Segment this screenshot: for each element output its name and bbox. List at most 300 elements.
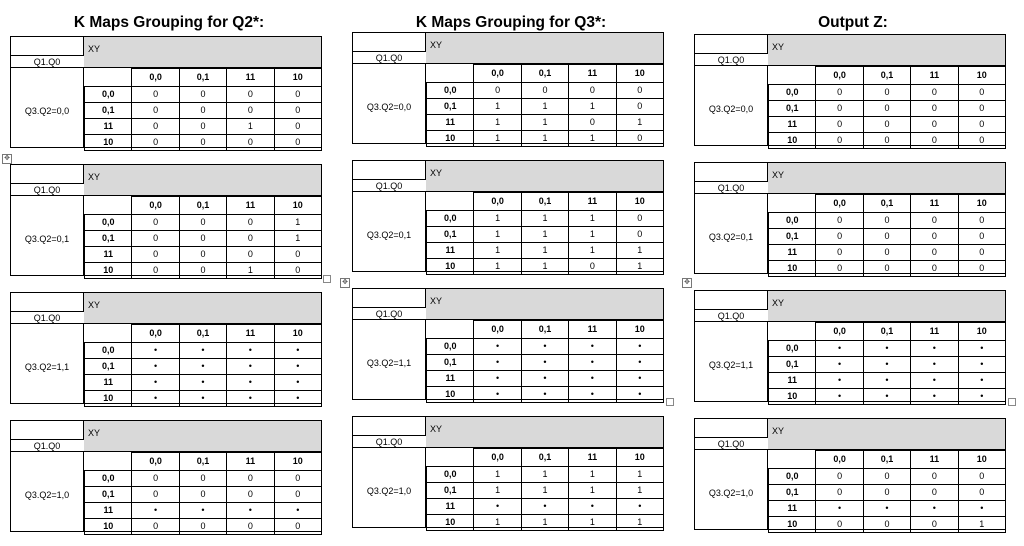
column-header: 10 xyxy=(616,193,663,211)
table-cell: • xyxy=(274,375,321,391)
table-cell: 0 xyxy=(816,261,863,277)
table-cell: 0 xyxy=(179,135,226,151)
table-cell: 0 xyxy=(132,87,179,103)
table-cell: • xyxy=(521,371,568,387)
table-cell: 1 xyxy=(274,215,321,231)
resize-icon[interactable] xyxy=(1008,398,1016,406)
table-cell: 1 xyxy=(958,517,1005,533)
column-header: 10 xyxy=(616,321,663,339)
row-header: 11 xyxy=(769,245,816,261)
row-header: 0,0 xyxy=(427,211,474,227)
table-border xyxy=(10,164,322,276)
table-cell: 0 xyxy=(179,519,226,535)
column-header: 0,0 xyxy=(132,325,179,343)
table-cell: 1 xyxy=(521,131,568,147)
row-header: 11 xyxy=(85,503,132,519)
kmap-table xyxy=(10,36,322,148)
row-header: 11 xyxy=(427,371,474,387)
table-cell: • xyxy=(863,373,910,389)
table-cell: 0 xyxy=(616,131,663,147)
column-header: 11 xyxy=(227,325,274,343)
table-cell: 1 xyxy=(569,483,616,499)
table-cell: 0 xyxy=(958,213,1005,229)
row-header: 11 xyxy=(85,247,132,263)
row-header: 11 xyxy=(427,115,474,131)
row-header: 0,1 xyxy=(769,485,816,501)
table-cell: • xyxy=(958,357,1005,373)
column-header: 0,1 xyxy=(863,67,910,85)
table-cell: 0 xyxy=(227,247,274,263)
table-cell: 0 xyxy=(227,215,274,231)
table-cell: • xyxy=(616,355,663,371)
table-cell: 0 xyxy=(958,261,1005,277)
row-header: 10 xyxy=(427,259,474,275)
table-cell: • xyxy=(616,387,663,403)
table-cell: 0 xyxy=(958,245,1005,261)
table-cell: 0 xyxy=(132,471,179,487)
column-header: 0,1 xyxy=(179,69,226,87)
column-header: 11 xyxy=(227,197,274,215)
table-cell: • xyxy=(911,389,958,405)
move-icon[interactable]: ✥ xyxy=(340,278,350,288)
table-cell: 0 xyxy=(227,103,274,119)
row-group-label: Q3.Q2=1,1 xyxy=(366,358,412,368)
table-cell: 1 xyxy=(227,263,274,279)
q1q0-label: Q1.Q0 xyxy=(10,184,84,196)
row-group-label: Q3.Q2=0,0 xyxy=(708,104,754,114)
column-header: 11 xyxy=(227,453,274,471)
table-cell: 0 xyxy=(132,263,179,279)
row-group-label: Q3.Q2=1,0 xyxy=(708,488,754,498)
table-cell: 1 xyxy=(474,259,521,275)
row-header: 10 xyxy=(769,389,816,405)
resize-icon[interactable] xyxy=(323,275,331,283)
row-header: 10 xyxy=(769,133,816,149)
row-header: 0,0 xyxy=(769,469,816,485)
table-cell: 1 xyxy=(569,243,616,259)
table-cell: 0 xyxy=(958,117,1005,133)
table-cell: 0 xyxy=(227,487,274,503)
column-header: 0,0 xyxy=(816,451,863,469)
row-header: 0,1 xyxy=(769,357,816,373)
table-cell: 0 xyxy=(179,87,226,103)
xy-label: XY xyxy=(772,42,785,52)
table-cell: 0 xyxy=(132,215,179,231)
table-cell: 0 xyxy=(816,133,863,149)
row-header: 11 xyxy=(85,375,132,391)
table-cell: 0 xyxy=(958,485,1005,501)
table-cell: • xyxy=(958,501,1005,517)
column-title: K Maps Grouping for Q2*: xyxy=(73,14,265,31)
table-cell: 0 xyxy=(616,99,663,115)
row-header: 11 xyxy=(769,373,816,389)
table-cell: 0 xyxy=(958,101,1005,117)
table-cell: 0 xyxy=(179,487,226,503)
row-header: 10 xyxy=(769,261,816,277)
column-header: 10 xyxy=(274,197,321,215)
xy-label: XY xyxy=(772,298,785,308)
table-cell: • xyxy=(863,389,910,405)
table-cell: 0 xyxy=(132,487,179,503)
row-header: 10 xyxy=(85,391,132,407)
xy-label: XY xyxy=(88,300,101,310)
table-cell: • xyxy=(274,343,321,359)
q1q0-label: Q1.Q0 xyxy=(694,54,768,66)
xy-label: XY xyxy=(88,44,101,54)
table-border xyxy=(694,290,1006,402)
column-header: 11 xyxy=(569,321,616,339)
table-cell: 0 xyxy=(569,259,616,275)
table-cell: 1 xyxy=(569,99,616,115)
table-cell: 0 xyxy=(274,247,321,263)
table-cell: 0 xyxy=(863,485,910,501)
q1q0-label: Q1.Q0 xyxy=(694,310,768,322)
xy-label: XY xyxy=(430,424,443,434)
table-cell: 1 xyxy=(274,231,321,247)
table-cell: • xyxy=(569,371,616,387)
row-header: 10 xyxy=(85,135,132,151)
table-cell: • xyxy=(474,387,521,403)
column-header: 0,0 xyxy=(132,453,179,471)
table-cell: • xyxy=(569,339,616,355)
resize-icon[interactable] xyxy=(666,398,674,406)
table-cell: • xyxy=(521,355,568,371)
table-cell: 0 xyxy=(911,85,958,101)
column-header: 0,1 xyxy=(863,323,910,341)
table-cell: 0 xyxy=(911,213,958,229)
kmap-table xyxy=(352,416,664,528)
table-cell: 0 xyxy=(179,247,226,263)
table-cell: • xyxy=(132,375,179,391)
table-cell: • xyxy=(274,391,321,407)
table-cell: 0 xyxy=(863,117,910,133)
table-cell: 1 xyxy=(474,211,521,227)
row-header: 0,1 xyxy=(85,103,132,119)
row-header: 0,0 xyxy=(769,213,816,229)
q1q0-label: Q1.Q0 xyxy=(694,182,768,194)
table-cell: 0 xyxy=(616,211,663,227)
table-cell: 0 xyxy=(179,231,226,247)
column-header: 11 xyxy=(911,323,958,341)
column-header: 10 xyxy=(958,195,1005,213)
table-cell: 0 xyxy=(274,519,321,535)
table-cell: 1 xyxy=(521,227,568,243)
column-header: 0,0 xyxy=(816,67,863,85)
table-cell: 1 xyxy=(616,243,663,259)
row-header: 10 xyxy=(427,515,474,531)
kmap-table xyxy=(694,162,1006,274)
column-header: 0,1 xyxy=(179,325,226,343)
table-cell: 0 xyxy=(958,469,1005,485)
column-header: 0,0 xyxy=(474,321,521,339)
table-cell: 1 xyxy=(521,115,568,131)
table-cell: 1 xyxy=(616,259,663,275)
table-cell: 1 xyxy=(474,115,521,131)
column-header: 11 xyxy=(569,65,616,83)
table-cell: 0 xyxy=(569,83,616,99)
table-cell: • xyxy=(569,387,616,403)
xy-label: XY xyxy=(772,426,785,436)
table-cell: 0 xyxy=(816,245,863,261)
table-cell: • xyxy=(616,339,663,355)
column-header: 0,0 xyxy=(132,197,179,215)
table-border xyxy=(352,416,664,528)
table-cell: 0 xyxy=(863,133,910,149)
column-header: 0,0 xyxy=(816,323,863,341)
row-header: 0,0 xyxy=(427,467,474,483)
table-cell: 0 xyxy=(132,135,179,151)
table-cell: 0 xyxy=(911,133,958,149)
row-header: 0,1 xyxy=(85,231,132,247)
column-header: 10 xyxy=(958,67,1005,85)
xy-label: XY xyxy=(430,296,443,306)
q1q0-label: Q1.Q0 xyxy=(352,436,426,448)
column-header: 0,1 xyxy=(179,453,226,471)
table-cell: 0 xyxy=(911,117,958,133)
table-cell: • xyxy=(616,371,663,387)
row-header: 0,1 xyxy=(427,99,474,115)
table-cell: 0 xyxy=(958,85,1005,101)
table-cell: • xyxy=(132,343,179,359)
column-header: 0,0 xyxy=(816,195,863,213)
move-icon[interactable]: ✥ xyxy=(682,278,692,288)
row-group-label: Q3.Q2=0,1 xyxy=(24,234,70,244)
table-cell: 0 xyxy=(132,519,179,535)
table-cell: 0 xyxy=(274,487,321,503)
row-header: 10 xyxy=(427,387,474,403)
row-header: 10 xyxy=(85,263,132,279)
table-cell: 0 xyxy=(958,133,1005,149)
table-cell: 0 xyxy=(274,103,321,119)
table-cell: 1 xyxy=(521,99,568,115)
table-cell: 1 xyxy=(616,483,663,499)
table-cell: • xyxy=(816,373,863,389)
xy-label: XY xyxy=(88,428,101,438)
xy-label: XY xyxy=(430,168,443,178)
table-cell: • xyxy=(816,341,863,357)
table-cell: 0 xyxy=(474,83,521,99)
table-cell: 0 xyxy=(179,263,226,279)
table-cell: 0 xyxy=(179,215,226,231)
row-group-label: Q3.Q2=1,1 xyxy=(708,360,754,370)
row-header: 0,0 xyxy=(85,215,132,231)
table-cell: 0 xyxy=(227,135,274,151)
table-cell: 0 xyxy=(816,117,863,133)
column-header: 11 xyxy=(911,67,958,85)
table-cell: • xyxy=(958,389,1005,405)
table-cell: • xyxy=(227,375,274,391)
column-header: 10 xyxy=(274,69,321,87)
table-cell: 0 xyxy=(227,231,274,247)
table-cell: 0 xyxy=(863,85,910,101)
table-cell: 0 xyxy=(274,471,321,487)
column-header: 0,1 xyxy=(179,197,226,215)
table-cell: 0 xyxy=(863,517,910,533)
q1q0-label: Q1.Q0 xyxy=(694,438,768,450)
table-cell: 0 xyxy=(274,87,321,103)
table-cell: • xyxy=(132,503,179,519)
table-cell: 0 xyxy=(521,83,568,99)
xy-label: XY xyxy=(88,172,101,182)
table-cell: • xyxy=(616,499,663,515)
row-header: 10 xyxy=(769,517,816,533)
table-cell: 0 xyxy=(274,263,321,279)
table-cell: 0 xyxy=(863,469,910,485)
table-cell: 1 xyxy=(616,115,663,131)
table-cell: 1 xyxy=(474,515,521,531)
column-header: 0,1 xyxy=(521,449,568,467)
row-group-label: Q3.Q2=1,1 xyxy=(24,362,70,372)
table-cell: • xyxy=(569,499,616,515)
row-group-label: Q3.Q2=0,1 xyxy=(366,230,412,240)
table-cell: • xyxy=(911,357,958,373)
column-title: Output Z: xyxy=(818,14,888,31)
column-header: 11 xyxy=(227,69,274,87)
table-cell: 0 xyxy=(132,247,179,263)
q1q0-label: Q1.Q0 xyxy=(352,308,426,320)
column-header: 10 xyxy=(958,323,1005,341)
table-cell: 0 xyxy=(227,471,274,487)
row-header: 0,1 xyxy=(85,359,132,375)
kmap-table xyxy=(352,288,664,400)
q1q0-label: Q1.Q0 xyxy=(10,440,84,452)
row-header: 11 xyxy=(769,117,816,133)
table-cell: • xyxy=(863,341,910,357)
table-cell: 0 xyxy=(179,119,226,135)
table-cell: 0 xyxy=(863,213,910,229)
table-cell: 0 xyxy=(816,485,863,501)
table-cell: 1 xyxy=(569,467,616,483)
table-border xyxy=(694,34,1006,146)
table-cell: 1 xyxy=(569,515,616,531)
row-header: 0,0 xyxy=(769,85,816,101)
table-cell: 0 xyxy=(132,103,179,119)
table-cell: 1 xyxy=(227,119,274,135)
table-cell: • xyxy=(474,339,521,355)
table-border xyxy=(352,160,664,272)
row-group-label: Q3.Q2=1,0 xyxy=(366,486,412,496)
table-cell: • xyxy=(911,501,958,517)
table-cell: • xyxy=(521,387,568,403)
table-cell: 1 xyxy=(569,131,616,147)
table-border xyxy=(10,292,322,404)
kmap-table xyxy=(694,34,1006,146)
column-header: 0,0 xyxy=(132,69,179,87)
table-cell: 0 xyxy=(863,261,910,277)
row-header: 11 xyxy=(85,119,132,135)
table-cell: 0 xyxy=(816,85,863,101)
row-header: 10 xyxy=(427,131,474,147)
table-cell: 0 xyxy=(958,229,1005,245)
table-cell: 0 xyxy=(816,101,863,117)
table-cell: • xyxy=(911,341,958,357)
column-header: 11 xyxy=(569,449,616,467)
table-cell: 1 xyxy=(521,483,568,499)
table-cell: • xyxy=(863,501,910,517)
table-cell: • xyxy=(227,343,274,359)
table-cell: 1 xyxy=(521,259,568,275)
move-icon[interactable]: ✥ xyxy=(2,154,12,164)
table-cell: 0 xyxy=(863,101,910,117)
table-cell: • xyxy=(132,391,179,407)
table-cell: • xyxy=(179,343,226,359)
table-cell: 1 xyxy=(474,131,521,147)
table-cell: • xyxy=(474,355,521,371)
column-header: 10 xyxy=(274,453,321,471)
xy-label: XY xyxy=(772,170,785,180)
table-cell: • xyxy=(179,359,226,375)
table-cell: • xyxy=(474,371,521,387)
row-header: 0,0 xyxy=(85,343,132,359)
row-header: 0,0 xyxy=(427,339,474,355)
column-header: 11 xyxy=(569,193,616,211)
row-header: 11 xyxy=(769,501,816,517)
table-cell: 1 xyxy=(474,227,521,243)
column-header: 0,1 xyxy=(863,451,910,469)
table-cell: 0 xyxy=(863,245,910,261)
table-cell: • xyxy=(958,341,1005,357)
table-border xyxy=(694,418,1006,530)
table-cell: 0 xyxy=(863,229,910,245)
row-header: 11 xyxy=(427,499,474,515)
table-cell: 1 xyxy=(474,243,521,259)
table-cell: 1 xyxy=(474,467,521,483)
table-cell: • xyxy=(179,503,226,519)
table-cell: • xyxy=(227,359,274,375)
table-cell: • xyxy=(474,499,521,515)
column-header: 0,1 xyxy=(521,193,568,211)
row-header: 11 xyxy=(427,243,474,259)
kmap-table xyxy=(694,418,1006,530)
row-header: 0,0 xyxy=(85,471,132,487)
column-header: 10 xyxy=(958,451,1005,469)
row-header: 0,1 xyxy=(769,229,816,245)
table-cell: • xyxy=(569,355,616,371)
table-cell: 0 xyxy=(911,101,958,117)
column-title: K Maps Grouping for Q3*: xyxy=(415,14,607,31)
q1q0-label: Q1.Q0 xyxy=(352,52,426,64)
row-header: 0,1 xyxy=(427,355,474,371)
table-cell: • xyxy=(227,503,274,519)
table-cell: • xyxy=(816,501,863,517)
row-header: 0,1 xyxy=(427,483,474,499)
kmap-table xyxy=(352,160,664,272)
table-cell: 1 xyxy=(474,99,521,115)
table-cell: 1 xyxy=(616,515,663,531)
table-border xyxy=(10,420,322,532)
kmap-table xyxy=(694,290,1006,402)
row-header: 0,1 xyxy=(769,101,816,117)
table-cell: • xyxy=(816,389,863,405)
kmap-table xyxy=(10,420,322,532)
table-border xyxy=(694,162,1006,274)
table-cell: • xyxy=(911,373,958,389)
column-header: 11 xyxy=(911,451,958,469)
kmap-table xyxy=(10,164,322,276)
table-cell: • xyxy=(958,373,1005,389)
table-cell: 1 xyxy=(569,227,616,243)
column-header: 0,1 xyxy=(521,321,568,339)
column-header: 10 xyxy=(616,65,663,83)
table-border xyxy=(352,32,664,144)
row-header: 0,1 xyxy=(427,227,474,243)
row-header: 0,0 xyxy=(427,83,474,99)
table-cell: 0 xyxy=(227,519,274,535)
table-cell: 1 xyxy=(521,211,568,227)
table-cell: • xyxy=(274,359,321,375)
xy-label: XY xyxy=(430,40,443,50)
table-cell: 0 xyxy=(911,485,958,501)
